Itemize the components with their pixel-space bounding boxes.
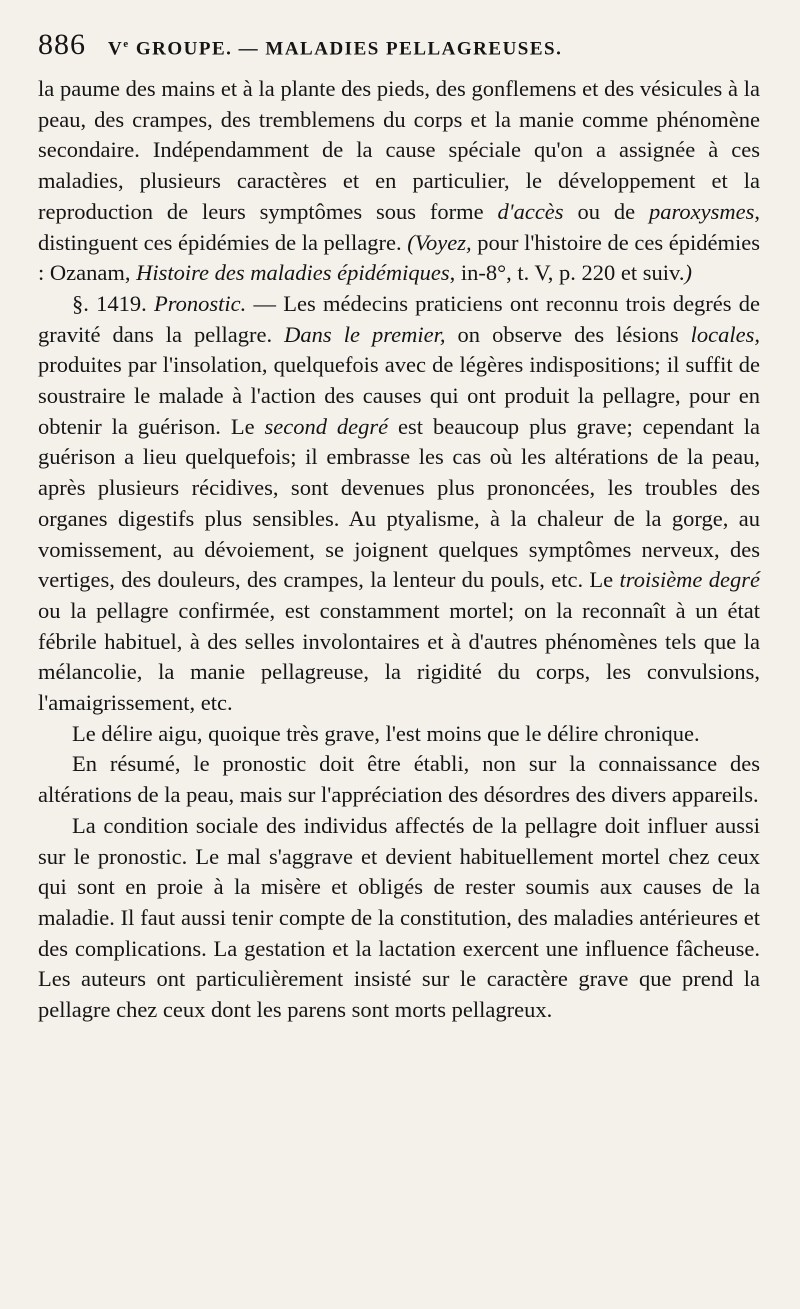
page-number: 886 (38, 28, 86, 61)
group-superscript: e (123, 37, 130, 50)
group-roman: V (108, 38, 124, 59)
text-run: , in-8°, t. V, p. 220 et suiv. (449, 260, 685, 286)
text-run: est beaucoup plus grave; cependant la guérison a lieu quelquefois; il embrasse les cas où les altérations de la peau, après plusieurs récidives, sont devenues plus prononcées, les troubles des organes digestifs plus sensibles. Au ptyalisme, à la chaleur de la gorge, au vomissement, au dévoiement, se joignent quelques symptômes nerveux, des vertiges, des douleurs, des crampes, la lenteur du pouls, etc. Le (38, 413, 760, 593)
text-run: , distinguent ces épidémies de la pellagre. (38, 198, 760, 255)
paragraph-delire: Le délire aigu, quoique très grave, l'est moins que le délire chronique. (72, 720, 700, 746)
italic-run: Dans le premier, (284, 321, 446, 347)
text-run: on observe des lésions (445, 321, 691, 347)
paragraph-condition-sociale: La condition sociale des individus affectés de la pellagre doit influer aussi sur le pronostic. Le mal s'aggrave et devient habituellement mortel chez ceux qui sont en proie à la misère et obligés de rester soumis aux causes de la maladie. Il faut aussi tenir compte de la constitution, des maladies antérieures et des complications. La gestation et la lactation exercent une influence fâcheuse. Les auteurs ont particulièrement insisté sur le caractère grave que prend la pellagre chez ceux dont les parens sont morts pellagreux. (38, 812, 760, 1023)
running-title: GROUPE. — MALADIES PELLAGREUSES. (135, 38, 563, 59)
italic-run: d'accès (497, 198, 564, 224)
body-text (38, 74, 760, 1026)
text-run: — Les médecins praticiens ont reconnu trois degrés de gravité dans la pellagre. (38, 290, 761, 347)
running-head (108, 38, 562, 60)
text-run: pour l'histoire de ces épidémies : Ozanam, (38, 229, 760, 286)
text-run: produites par l'insolation, quelquefois avec de légères indispositions; il suffit de soustraire le malade à l'action des causes qui ont produit la pellagre, pour en obtenir la guérison. Le (38, 352, 760, 439)
paragraph-pronostic (38, 289, 760, 719)
italic-run: locales, (690, 321, 761, 347)
italic-run: Histoire des maladies épidémiques (136, 260, 450, 286)
section-number: §. 1419. (72, 290, 154, 316)
italic-run: ) (684, 260, 692, 286)
page-header (38, 28, 760, 74)
paragraph-resume: En résumé, le pronostic doit être établi, non sur la connaissance des altérations de la peau, mais sur l'appréciation des désordres des divers appareils. (38, 751, 760, 808)
text-run: ou de (563, 198, 649, 224)
paragraph-continuation (38, 74, 760, 289)
section-title: Pronostic. (153, 290, 247, 316)
text-run: la paume des mains et à la plante des pieds, des gonflemens et des vésicules à la peau, des crampes, des tremblemens du corps et la manie comme phénomène secondaire. Indépendamment de la cause spéciale qu'on a assignée à ces maladies, plusieurs caractères et en particulier, le développement et la reproduction de leurs symptômes sous forme (38, 76, 760, 224)
italic-run: paroxysmes (648, 198, 755, 224)
italic-run: (Voyez, (407, 229, 472, 255)
italic-run: second degré (264, 413, 389, 439)
italic-run: troisième degré (619, 567, 760, 593)
text-run: ou la pellagre confirmée, est constamment mortel; on la reconnaît à un état fébrile habituel, à des selles involontaires et à d'autres phénomènes tels que la mélancolie, la manie pellagreuse, la rigidité du corps, les convulsions, l'amaigrissement, etc. (38, 597, 760, 716)
